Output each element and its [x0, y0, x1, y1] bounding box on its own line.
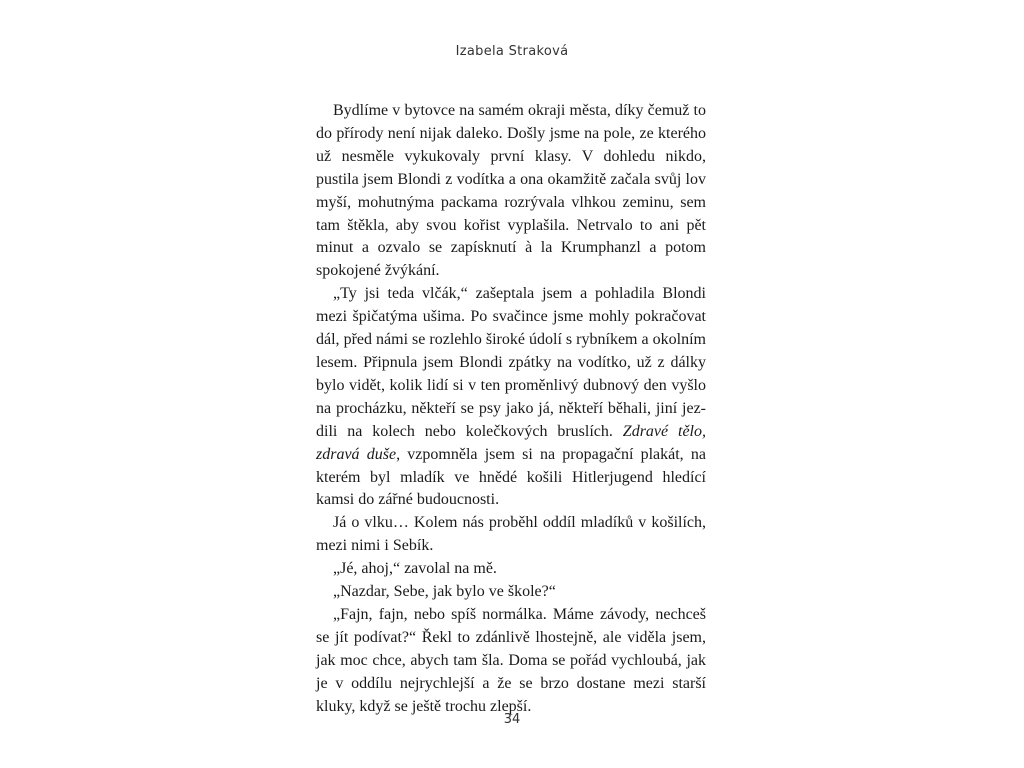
paragraph — [316, 283, 706, 512]
paragraph: Já o vlku… Kolem nás proběhl oddíl mladíků v košilích, mezi nimi i Sebík. — [316, 514, 706, 555]
running-head-author: Izabela Straková — [455, 44, 569, 59]
paragraph: „Fajn, fajn, nebo spíš normálka. Máme závody, nechceš se jít podívat?“ Řekl to zdánlivě lhostejně, ale viděla jsem, jak moc chce, abych tam šla. Doma se pořád vychloubá, jak je v oddílu nejrychlejší a že se brzo dostane mezi starší kluky, když se ještě trochu zlepší. — [316, 605, 706, 715]
paragraph: „Jé, ahoj,“ zavolal na mě. — [333, 560, 497, 578]
paragraph: „Nazdar, Sebe, jak bylo ve škole?“ — [333, 583, 556, 601]
italic-phrase: Zdravé tělo, zdravá duše — [316, 422, 707, 463]
paragraph: Bydlíme v bytovce na samém okraji města, díky čemuž to do přírody není nijak daleko. Došly jsme na pole, ze kterého už nesměle vykukovaly první klasy. V dohledu nikdo, pustila jsem Blondi z vodítka a ona okamžitě začala svůj lov myší, mohutnýma packama rozrývala vlhkou zeminu, sem tam štěkla, aby svou kořist vyplašila. Netrvalo to ani pět minut a ozvalo se zapísknutí à la Krumphanzl a potom spokojené žvýkání. — [316, 102, 706, 280]
paragraph-text: , vzpomněla jsem si na propagační plakát, na kterém byl mladík ve hnědé košili Hitlerjugend hledící kamsi do zářné budoucnosti. — [316, 445, 706, 509]
body-text — [316, 100, 706, 718]
page-number: 34 — [503, 712, 521, 727]
paragraph-text: „Ty jsi teda vlčák,“ zašeptala jsem a pohladila Blondi mezi špičatýma ušima. Po svačince jsme mohly pokračovat dál, před námi se rozlehlo široké údolí s rybníkem a okolním lesem. Připnula jsem Blondi zpátky na vodítko, už z dálky bylo vidět, kolik lidí si v ten proměnlivý dubnový den vyšlo na procházku, někteří se psy jako já, někteří běhali, jiní jezdili na kolech nebo kolečkových bruslích. — [316, 285, 706, 440]
